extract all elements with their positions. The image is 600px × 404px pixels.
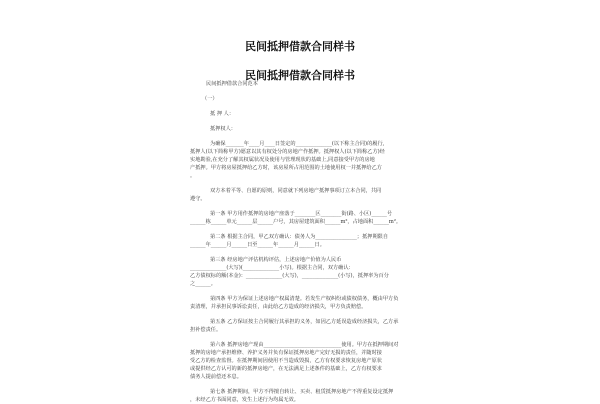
contract-line: ______栋______单元______层______户号，其房屋建筑面积______m²，占地面积______m²。: [190, 219, 402, 225]
contract-line: 第六条 抵押房地产现由______________________________使用。甲方在抵押期间对: [210, 342, 399, 348]
contract-line: 债务人提前偿还本息。: [190, 374, 242, 380]
contract-line: 受乙方的检查监督。在抵押期间因使用不当造成毁损，乙方有权要求恢复房地产原状: [190, 358, 382, 364]
contract-line: 第一条 甲方用作抵押的房地产座落于________区________街(路、小区)______号: [210, 211, 393, 217]
contract-line: ______________(大写)(______________小写)。根据主合同，双方确认：: [190, 265, 354, 271]
contract-line: 或提供经乙方认可的新的抵押房地产，在无法满足上述条件的基础上，乙方有权要求: [190, 366, 382, 372]
contract-line: 遵守。: [190, 196, 206, 202]
contract-line: （一）: [202, 96, 218, 102]
contract-line: 第二条 根据主合同，甲乙双方确认：债务人为________________；抵押期限自: [210, 234, 389, 240]
contract-line: 双方本着平等、自愿的原则，同意就下列房地产抵押事项订立本合同，共同: [210, 188, 382, 194]
document-title: 民间抵押借款合同样书: [245, 40, 355, 53]
contract-line: 抵押的房地产承担维修、养护义务并负有保证抵押房地产完好无损的责任，并随时接: [190, 350, 382, 356]
contract-line: 抵押权人：: [210, 126, 236, 132]
contract-line: 担补偿责任。: [190, 327, 222, 333]
contract-line: ，未经乙方书面同意，发生上述行为均属无效。: [190, 397, 299, 403]
contract-line: 产抵押。甲方将房屋抵押给乙方时，该房屋所占用范围的土地使用权一并抵押给乙方: [190, 165, 382, 171]
contract-line: 第四条 甲方为保证上述房地产权属清楚。若发生产权纠纷或债权债务，概由甲方负: [210, 296, 399, 302]
contract-line: 第三条 经房地产评估机构评估，上述房地产价值为人民币: [210, 257, 342, 263]
contract-heading: 民间抵押借款合同样书: [245, 69, 355, 82]
contract-line: 责清理，并承担民事诉讼责任，由此给乙方造成的经济损失，甲方负责赔偿。: [190, 304, 367, 310]
contract-line: 之______。: [190, 281, 216, 287]
contract-line: 。: [190, 173, 196, 179]
contract-body: [190, 80, 415, 404]
contract-line: 乙方债权标的额(本金)：______________(大写)，______________(小写)，抵押率为百分: [190, 273, 389, 279]
contract-line: 第七条 抵押期间，甲方不得擅自转让、买卖、租赁抵押房地产不得重复设定抵押: [210, 389, 394, 395]
contract-line: 抵 押 人：: [210, 111, 235, 117]
contract-line: 为确保_______年____月____日签定的______________(以下称主合同)的履行,: [210, 141, 385, 147]
contract-line: ______年______月______日至______年______月______日。: [190, 242, 325, 248]
contract-line: 第五条 乙方保证按主合同履行其承担的义务，如因乙方延误造成经济损失，乙方承: [210, 319, 399, 325]
contract-line: 民间抵押借款合同范本: [206, 81, 258, 87]
contract-line: 抵押人(以下简称甲方)愿意以其有权处分的房地产作抵押。抵押权人(以下简称乙方)经: [190, 149, 385, 155]
contract-line: 实地勘验,在充分了解其权属状况及使用与管理现状的基础上,同意接受甲方的房地: [190, 157, 375, 163]
